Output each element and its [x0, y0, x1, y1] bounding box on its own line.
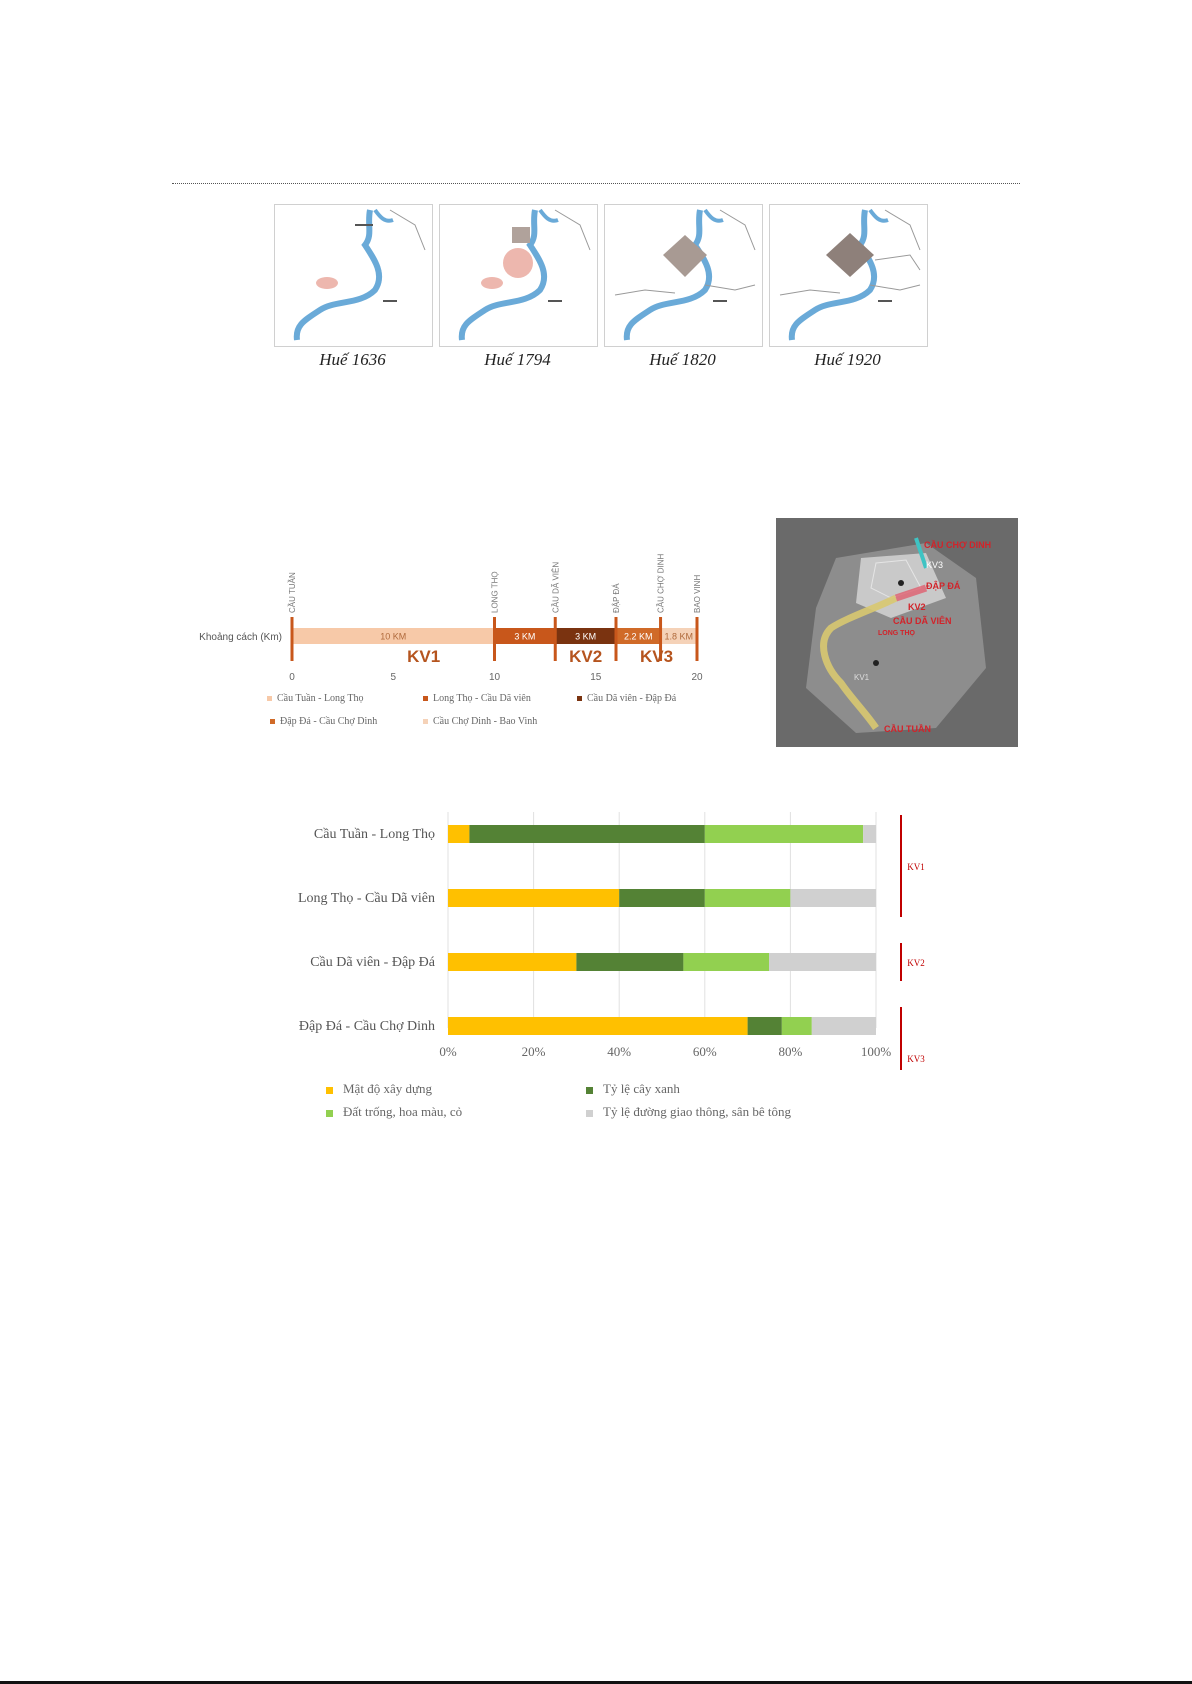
- map-label: CẦU TUẦN: [884, 724, 931, 734]
- timeline-tick-label: 15: [590, 672, 602, 683]
- map-hue-1636: [274, 204, 433, 347]
- bar-segment: [469, 825, 704, 843]
- map-label: KV2: [908, 602, 926, 612]
- legend-label: Tỷ lệ cây xanh: [603, 1081, 680, 1096]
- zone-bracket-label: KV2: [907, 958, 925, 968]
- map-label: KV1: [854, 673, 870, 682]
- legend-swatch: [267, 696, 272, 701]
- timeline-place-label: LONG THỌ: [490, 571, 500, 613]
- timeline-zone-label: KV2: [569, 647, 603, 666]
- bar-segment: [863, 825, 876, 843]
- timeline-segment-label: 3 KM: [514, 631, 536, 642]
- timeline-zone-label: KV1: [407, 647, 441, 666]
- map-label: LONG THỌ: [878, 630, 915, 637]
- bar-segment: [448, 953, 576, 971]
- map-label: CẦU CHỢ DINH: [924, 540, 992, 550]
- timeline-segment-label: 2.2 KM: [624, 631, 653, 642]
- timeline-place-label: CẦU TUẦN: [288, 572, 297, 613]
- timeline-place-label: CẦU DÃ VIÊN: [551, 561, 561, 613]
- category-label: Cầu Tuần - Long Thọ: [313, 827, 435, 842]
- legend-swatch: [577, 696, 582, 701]
- legend-label: Long Thọ - Cầu Dã viên: [433, 693, 531, 704]
- river-corridor-map: [776, 518, 1018, 747]
- bar-segment: [705, 889, 791, 907]
- timeline-legend-item: [423, 716, 537, 727]
- legend-label: Mật độ xây dựng: [343, 1081, 433, 1096]
- category-label: Long Thọ - Cầu Dã viên: [298, 891, 435, 906]
- timeline-tick-label: 0: [289, 672, 295, 683]
- map-caption: Huế 1636: [319, 350, 386, 369]
- timeline-segment-label: 3 KM: [575, 631, 597, 642]
- legend-swatch: [326, 1087, 333, 1094]
- timeline-legend-item: [267, 693, 364, 704]
- bar-segment: [812, 1017, 876, 1035]
- bar-segment: [748, 1017, 782, 1035]
- map-hue-1794: [439, 204, 598, 347]
- bar-segment: [683, 953, 769, 971]
- timeline-place-label: ĐẬP ĐÁ: [612, 583, 621, 613]
- timeline-row-label: Khoảng cách (Km): [199, 632, 282, 643]
- x-tick-label: 60%: [692, 1044, 717, 1059]
- x-tick-label: 0%: [439, 1044, 457, 1059]
- x-tick-label: 100%: [860, 1044, 892, 1059]
- timeline-legend-item: [423, 693, 531, 704]
- legend-swatch: [586, 1087, 593, 1094]
- map-label: KV3: [926, 560, 944, 570]
- bar-segment: [782, 1017, 812, 1035]
- bar-segment: [576, 953, 683, 971]
- bar-legend-item: [326, 1104, 462, 1120]
- legend-swatch: [586, 1110, 593, 1117]
- legend-swatch: [423, 696, 428, 701]
- category-label: Đập Đá - Cầu Chợ Dinh: [298, 1019, 435, 1034]
- timeline-tick-label: 5: [390, 672, 397, 683]
- bar-legend-item: [326, 1081, 432, 1097]
- bar-segment: [448, 889, 619, 907]
- legend-label: Cầu Chợ Dinh - Bao Vinh: [433, 716, 538, 727]
- map-caption: Huế 1820: [649, 350, 716, 369]
- timeline-zone-label: KV3: [639, 647, 674, 666]
- legend-swatch: [270, 719, 275, 724]
- map-label: CẦU DÃ VIÊN: [893, 616, 952, 626]
- bar-segment: [769, 953, 876, 971]
- legend-swatch: [423, 719, 428, 724]
- bar-legend-item: [586, 1104, 791, 1120]
- bar-segment: [448, 825, 469, 843]
- distance-timeline: [170, 535, 710, 695]
- map-caption: Huế 1920: [814, 350, 881, 369]
- legend-label: Đập Đá - Cầu Chợ Dinh: [280, 716, 378, 727]
- legend-label: Cầu Tuần - Long Thọ: [277, 693, 364, 704]
- x-tick-label: 80%: [778, 1044, 803, 1059]
- timeline-legend-item: [577, 693, 676, 704]
- timeline-tick-label: 10: [488, 672, 501, 683]
- x-tick-label: 40%: [607, 1044, 632, 1059]
- zone-bracket-label: KV1: [907, 862, 925, 872]
- bar-legend-item: [586, 1081, 680, 1097]
- legend-swatch: [326, 1110, 333, 1117]
- map-caption: Huế 1794: [484, 350, 551, 369]
- map-hue-1920: [769, 204, 928, 347]
- timeline-legend-item: [270, 716, 377, 727]
- bar-segment: [448, 1017, 748, 1035]
- bar-segment: [705, 825, 863, 843]
- timeline-segment-label: 1.8 KM: [664, 631, 694, 642]
- timeline-place-label: CẦU CHỢ DINH: [656, 553, 666, 613]
- legend-label: Đất trống, hoa màu, cỏ: [343, 1104, 463, 1119]
- zone-bracket-label: KV3: [907, 1054, 925, 1064]
- land-use-stacked-bar-chart: [230, 800, 950, 1070]
- bar-segment: [790, 889, 876, 907]
- legend-label: Cầu Dã viên - Đập Đá: [587, 693, 677, 704]
- timeline-place-label: BAO VINH: [693, 574, 702, 613]
- timeline-segment-label: 10 KM: [380, 631, 407, 642]
- bar-segment: [619, 889, 705, 907]
- map-label: ĐẬP ĐÁ: [926, 581, 961, 591]
- map-hue-1820: [604, 204, 763, 347]
- x-tick-label: 20%: [521, 1044, 546, 1059]
- legend-label: Tỷ lệ đường giao thông, sân bê tông: [603, 1104, 791, 1119]
- timeline-tick-label: 20: [691, 672, 703, 683]
- category-label: Cầu Dã viên - Đập Đá: [310, 955, 435, 970]
- header-rule: [172, 183, 1020, 184]
